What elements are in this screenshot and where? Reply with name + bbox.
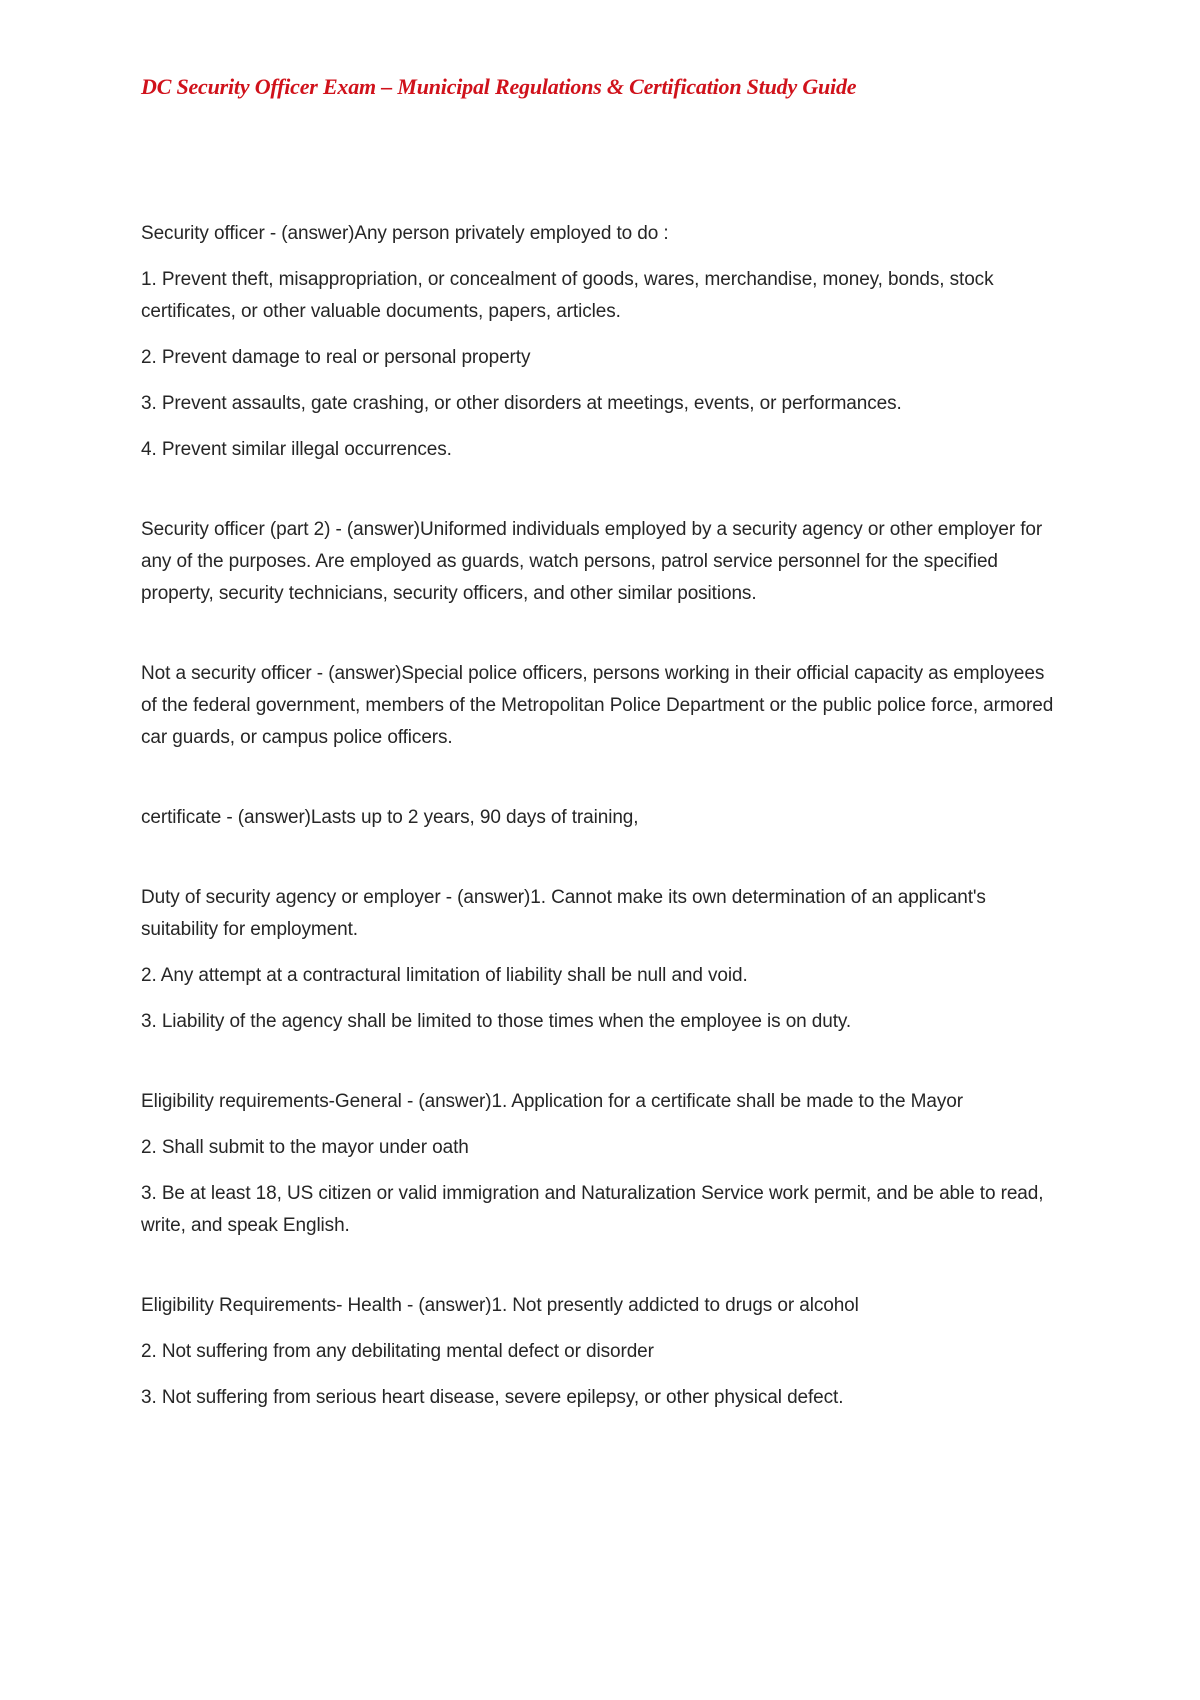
entry-not-a-security-officer — [141, 658, 1061, 754]
entry-term-answer: Security officer (part 2) - (answer)Uniformed individuals employed by a security agency or other employer for any of the purposes. Are employed as guards, watch persons, patrol service personnel for the specified property, security technicians, security officers, and other similar positions. — [141, 519, 1043, 604]
entry-term-answer: Eligibility Requirements- Health - (answer)1. Not presently addicted to drugs or alcohol — [141, 1295, 859, 1316]
entry-term-answer: Duty of security agency or employer - (answer)1. Cannot make its own determination of an applicant's suitability for employment. — [141, 887, 986, 940]
entry-term-answer: Security officer - (answer)Any person privately employed to do : — [141, 223, 669, 244]
answer-item: 3. Liability of the agency shall be limited to those times when the employee is on duty. — [141, 1011, 852, 1032]
entry-security-officer-part-2 — [141, 514, 1061, 610]
entry-term-answer: Eligibility requirements-General - (answer)1. Application for a certificate shall be made to the Mayor — [141, 1091, 963, 1112]
entry-term-answer: Not a security officer - (answer)Special police officers, persons working in their official capacity as employees of the federal government, members of the Metropolitan Police Department or the public police force, armored car guards, or campus police officers. — [141, 663, 1054, 748]
answer-item: 3. Not suffering from serious heart disease, severe epilepsy, or other physical defect. — [141, 1387, 844, 1408]
entry-certificate — [141, 802, 1061, 834]
document-title: DC Security Officer Exam – Municipal Regulations & Certification Study Guide — [141, 74, 857, 99]
answer-item: 1. Prevent theft, misappropriation, or concealment of goods, wares, merchandise, money, bonds, stock certificates, or other valuable documents, papers, articles. — [141, 269, 994, 322]
entry-term-answer: certificate - (answer)Lasts up to 2 years, 90 days of training, — [141, 807, 639, 828]
answer-item: 2. Shall submit to the mayor under oath — [141, 1137, 469, 1158]
answer-item: 4. Prevent similar illegal occurrences. — [141, 439, 452, 460]
answer-item: 3. Prevent assaults, gate crashing, or other disorders at meetings, events, or performances. — [141, 393, 902, 414]
flashcard-list — [141, 218, 1061, 1462]
entry-duty-of-agency — [141, 882, 1061, 1038]
answer-item: 3. Be at least 18, US citizen or valid immigration and Naturalization Service work permit, and be able to read, write, and speak English. — [141, 1183, 1044, 1236]
answer-item: 2. Not suffering from any debilitating mental defect or disorder — [141, 1341, 654, 1362]
entry-eligibility-general — [141, 1086, 1061, 1242]
entry-security-officer — [141, 218, 1061, 466]
answer-item: 2. Any attempt at a contractural limitation of liability shall be null and void. — [141, 965, 748, 986]
entry-eligibility-health — [141, 1290, 1061, 1414]
answer-item: 2. Prevent damage to real or personal property — [141, 347, 531, 368]
